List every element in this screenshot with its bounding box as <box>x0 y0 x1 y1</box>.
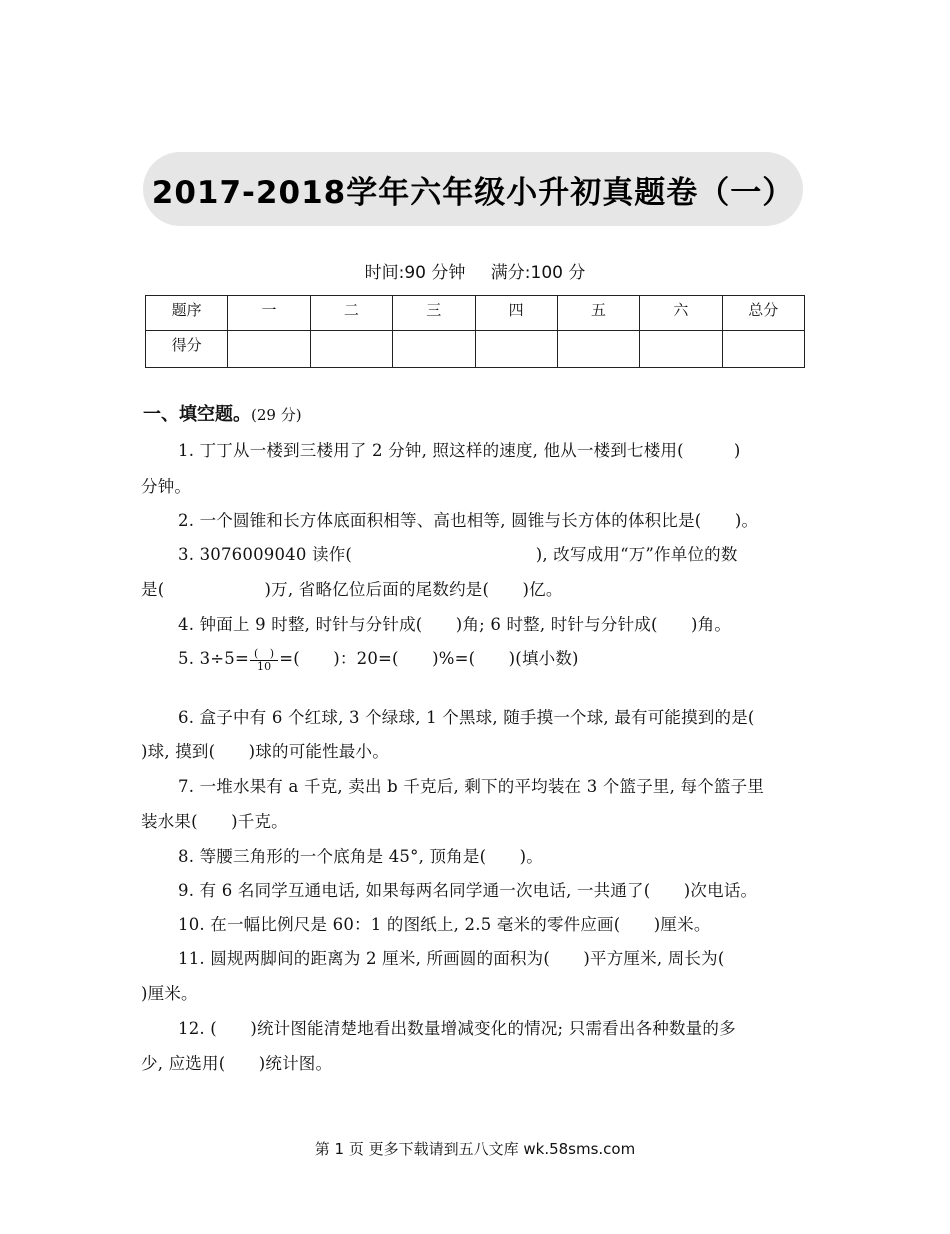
question-7-line-1: 7. 一堆水果有 a 千克, 卖出 b 千克后, 剩下的平均装在 3 个篮子里, 每个篮子里 <box>178 777 765 796</box>
question-11-line-2: )厘米。 <box>141 984 198 1003</box>
score-cell[interactable] <box>557 331 639 368</box>
question-5 <box>178 645 579 671</box>
score-table-header-row <box>146 296 805 331</box>
page-title: 2017-2018学年六年级小升初真题卷（一） <box>151 174 795 211</box>
score-cell[interactable] <box>393 331 475 368</box>
score-table-header-cell: 总分 <box>722 296 804 331</box>
score-table-header-cell: 二 <box>310 296 392 331</box>
question-5-suffix: =( )：20=( )%=( )(填小数) <box>279 649 579 668</box>
question-8: 8. 等腰三角形的一个底角是 45°, 顶角是( )。 <box>178 847 543 866</box>
question-9: 9. 有 6 名同学互通电话, 如果每两名同学通一次电话, 一共通了( )次电话。 <box>178 881 758 900</box>
score-cell[interactable] <box>310 331 392 368</box>
question-6-line-1: 6. 盒子中有 6 个红球, 3 个绿球, 1 个黑球, 随手摸一个球, 最有可能摸到的是( <box>178 708 755 727</box>
fraction-numerator: ( ) <box>250 648 278 661</box>
question-4: 4. 钟面上 9 时整, 时针与分针成( )角; 6 时整, 时针与分针成( )角。 <box>178 615 732 634</box>
question-10: 10. 在一幅比例尺是 60：1 的图纸上, 2.5 毫米的零件应画( )厘米。 <box>178 915 711 934</box>
score-table-header-cell: 五 <box>557 296 639 331</box>
score-cell[interactable] <box>640 331 722 368</box>
question-5-fraction <box>250 648 278 671</box>
section-points: (29 分) <box>251 406 302 424</box>
question-2: 2. 一个圆锥和长方体底面积相等、高也相等, 圆锥与长方体的体积比是( )。 <box>178 511 759 530</box>
question-6-line-2: )球, 摸到( )球的可能性最小。 <box>141 742 389 761</box>
score-table-header-cell: 六 <box>640 296 722 331</box>
page-footer: 第 1 页 更多下载请到五八文库 wk.58sms.com <box>314 1140 636 1158</box>
question-12-line-1: 12. ( )统计图能清楚地看出数量增减变化的情况; 只需看出各种数量的多 <box>178 1019 736 1038</box>
exam-info <box>0 258 950 283</box>
question-1-line-2: 分钟。 <box>141 477 192 496</box>
score-table-header-cell: 四 <box>475 296 557 331</box>
score-table <box>145 295 805 368</box>
score-table-header-cell: 三 <box>393 296 475 331</box>
score-cell[interactable] <box>722 331 804 368</box>
score-cell[interactable] <box>228 331 310 368</box>
question-1-line-1: 1. 丁丁从一楼到三楼用了 2 分钟, 照这样的速度, 他从一楼到七楼用( ) <box>178 441 741 460</box>
question-3-line-2: 是( )万, 省略亿位后面的尾数约是( )亿。 <box>141 580 563 599</box>
exam-full-score: 满分:100 分 <box>490 263 586 283</box>
score-table-header-cell: 题序 <box>146 296 228 331</box>
section-title: 一、填空题。 <box>143 404 251 425</box>
question-7-line-2: 装水果( )千克。 <box>141 812 288 831</box>
title-banner <box>143 152 803 226</box>
question-11-line-1: 11. 圆规两脚间的距离为 2 厘米, 所画圆的面积为( )平方厘米, 周长为( <box>178 949 725 968</box>
score-row-label: 得分 <box>146 331 228 368</box>
score-cell[interactable] <box>475 331 557 368</box>
fraction-denominator: 10 <box>256 661 272 671</box>
question-5-prefix: 5. 3÷5= <box>178 649 250 668</box>
question-3-line-1: 3. 3076009040 读作( ), 改写成用“万”作单位的数 <box>178 545 738 564</box>
score-table-header-cell: 一 <box>228 296 310 331</box>
question-12-line-2: 少, 应选用( )统计图。 <box>141 1054 333 1073</box>
score-table-score-row <box>146 331 805 368</box>
section-heading <box>143 400 302 426</box>
exam-time: 时间:90 分钟 <box>364 263 466 283</box>
